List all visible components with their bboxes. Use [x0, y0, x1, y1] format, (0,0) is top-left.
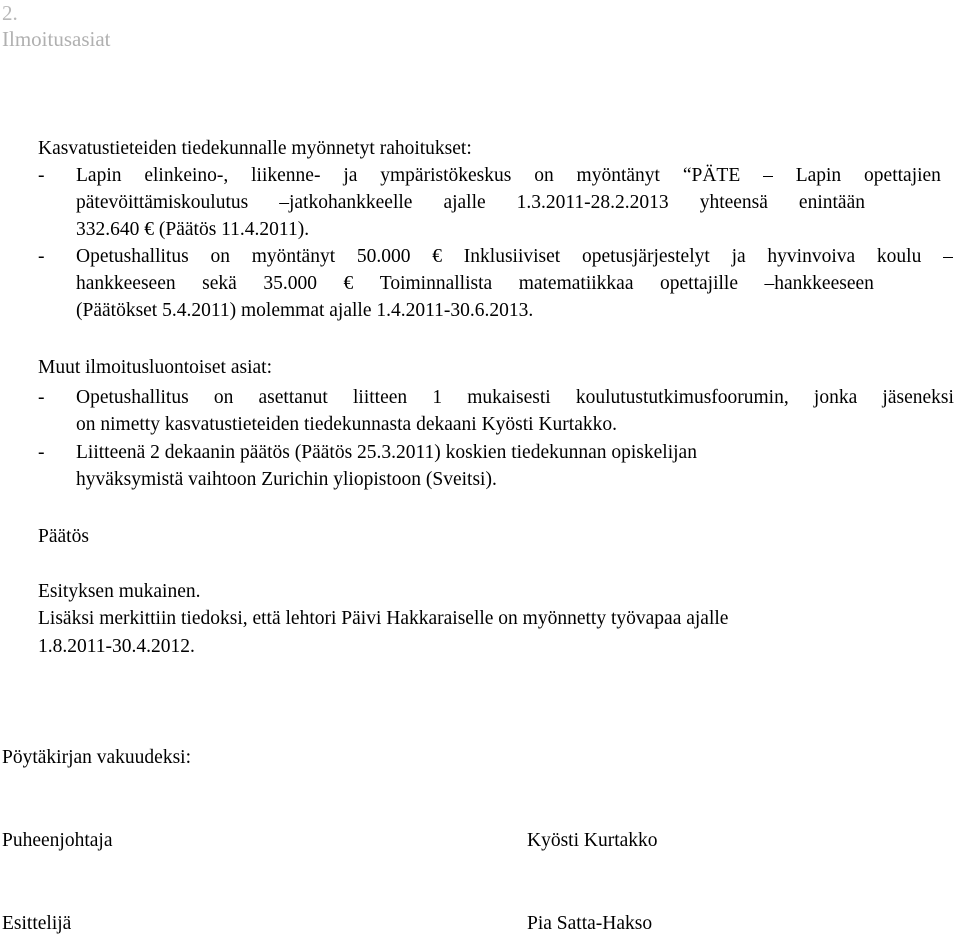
- funding-item1-line1: [76, 163, 941, 189]
- word: –jatkohankkeelle: [279, 192, 413, 213]
- word: 1.3.2011-28.2.2013: [516, 192, 669, 213]
- funding-item1-line3: 332.640 € (Päätös 11.4.2011).: [76, 219, 310, 240]
- word: koulu: [876, 246, 922, 267]
- word: 50.000: [356, 246, 411, 267]
- funding-item2-line2: [76, 271, 874, 297]
- other-item2-line1: Liitteenä 2 dekaanin päätös (Päätös 25.3.2011) koskien tiedekunnan opiskelijan: [76, 442, 697, 463]
- word: jonka: [813, 387, 858, 408]
- word: ajalle: [443, 192, 486, 213]
- word: mukaisesti: [467, 387, 551, 408]
- word: Opetushallitus: [76, 246, 189, 267]
- word: Inklusiiviset: [463, 246, 561, 267]
- other-item1-line1: [76, 385, 954, 411]
- section-title: Ilmoitusasiat: [2, 27, 111, 51]
- word: opettajille: [660, 273, 738, 294]
- word: pätevöittämiskoulutus: [76, 192, 249, 213]
- word: Lapin: [795, 165, 842, 186]
- word: opetusjärjestelyt: [581, 246, 710, 267]
- word: Opetushallitus: [76, 387, 189, 408]
- word: myöntänyt: [576, 165, 660, 186]
- word: koulutustutkimusfoorumin,: [575, 387, 789, 408]
- word: ja: [731, 246, 746, 267]
- funding-item2-dash: -: [38, 246, 45, 267]
- word: –: [763, 165, 773, 186]
- word: ja: [343, 165, 358, 186]
- word: matematiikkaa: [518, 273, 634, 294]
- section-number: 2.: [2, 1, 18, 25]
- word: sekä: [202, 273, 237, 294]
- word: “PÄTE: [682, 165, 741, 186]
- funding-item2-line3: (Päätökset 5.4.2011) molemmat ajalle 1.4.2011-30.6.2013.: [76, 300, 534, 321]
- word: hyvinvoiva: [767, 246, 856, 267]
- decision-line2: Lisäksi merkittiin tiedoksi, että lehtori Päivi Hakkaraiselle on myönnetty työvapaa ajalle: [38, 608, 729, 629]
- word: hankkeeseen: [76, 273, 176, 294]
- other-item2-dash: -: [38, 442, 45, 463]
- funding-item1-dash: -: [38, 165, 45, 186]
- word: €: [343, 273, 354, 294]
- word: Lapin: [76, 165, 122, 186]
- word: €: [432, 246, 443, 267]
- signatures-heading: Pöytäkirjan vakuudeksi:: [2, 747, 192, 768]
- decision-line3: 1.8.2011-30.4.2012.: [38, 636, 195, 657]
- funding-item2-line1: [76, 244, 953, 270]
- other-heading: Muut ilmoitusluontoiset asiat:: [38, 357, 272, 378]
- word: elinkeino-,: [144, 165, 229, 186]
- word: enintään: [798, 192, 865, 213]
- decision-line1: Esityksen mukainen.: [38, 581, 201, 602]
- funding-item1-line2: [76, 190, 865, 216]
- chair-role: Puheenjohtaja: [2, 830, 113, 851]
- word: on: [213, 387, 234, 408]
- decision-heading: Päätös: [38, 526, 89, 547]
- word: liikenne-: [251, 165, 321, 186]
- word: on: [534, 165, 554, 186]
- chair-name: Kyösti Kurtakko: [527, 830, 658, 851]
- word: –hankkeeseen: [764, 273, 874, 294]
- funding-heading: Kasvatustieteiden tiedekunnalle myönnetyt rahoitukset:: [38, 138, 472, 159]
- secretary-name: Pia Satta-Hakso: [527, 913, 653, 934]
- other-item1-line2: on nimetty kasvatustieteiden tiedekunnasta dekaani Kyösti Kurtakko.: [76, 414, 617, 435]
- word: jäseneksi: [882, 387, 954, 408]
- word: –: [943, 246, 953, 267]
- word: ympäristökeskus: [380, 165, 512, 186]
- word: opettajien: [864, 165, 941, 186]
- word: Toiminnallista: [379, 273, 493, 294]
- word: 35.000: [263, 273, 317, 294]
- word: 1: [432, 387, 443, 408]
- other-item2-line2: hyväksymistä vaihtoon Zurichin yliopistoon (Sveitsi).: [76, 469, 497, 490]
- word: liitteen: [353, 387, 408, 408]
- word: asettanut: [258, 387, 328, 408]
- secretary-role: Esittelijä: [2, 913, 72, 934]
- word: myöntänyt: [251, 246, 336, 267]
- word: on: [210, 246, 230, 267]
- word: yhteensä: [699, 192, 768, 213]
- other-item1-dash: -: [38, 387, 45, 408]
